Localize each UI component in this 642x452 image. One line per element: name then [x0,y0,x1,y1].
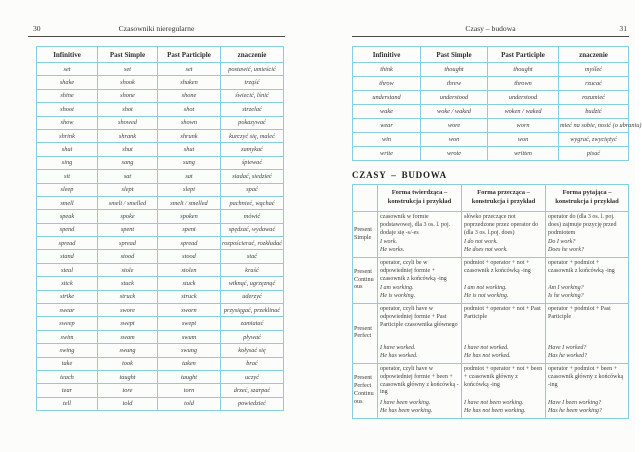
example-sentences [548,345,626,361]
verb-cell: śpiewać [221,156,284,169]
verb-row [37,317,284,330]
verb-cell: stand [37,250,98,263]
verb-row [37,196,284,209]
table-header-row [353,47,629,63]
verb-row [353,133,629,147]
verb-cell: struck [158,290,221,303]
verb-cell: sat [158,170,221,183]
verb-row [353,105,629,119]
tense-name-cell: Present Simple [353,212,378,258]
verb-cell: budzić [559,105,629,119]
verb-cell: written [488,147,559,161]
verb-cell: stuck [98,277,158,290]
verb-cell: thought [488,63,559,77]
verb-cell: kurczyć się, maleć [221,129,284,142]
verb-cell: shot [158,103,221,116]
example-line: I have worked. [380,345,416,352]
verb-cell: shut [98,143,158,156]
negative-form-cell [462,258,546,304]
verb-cell: spoke [98,210,158,223]
page-header-right [352,24,629,37]
verb-cell: spread [37,237,98,250]
interrogative-form-cell [546,212,629,258]
tense-table-body [353,212,629,419]
tense-table-header-row [353,185,629,212]
tense-structure-table [352,184,629,419]
verb-row [37,304,284,317]
example-line: Am I working? [548,285,584,292]
verb-row [37,277,284,290]
verb-cell: stood [158,250,221,263]
page-number: 31 [619,24,627,33]
verb-cell: swung [98,344,158,357]
verb-row [37,63,284,76]
verb-cell: tell [37,397,98,410]
verb-cell: understood [421,91,488,105]
verb-row [37,250,284,263]
verb-cell: swept [158,317,221,330]
column-header-infinitive: Infinitive [353,47,421,63]
verb-row [37,290,284,303]
verb-cell: thought [421,63,488,77]
example-line: Has he been working? [548,408,602,415]
verb-row [37,210,284,223]
verb-cell: rozumieć [559,91,629,105]
tense-name-cell: Present Perfect Continuous [353,363,378,418]
verb-cell: shrank [98,129,158,142]
verb-cell: sang [98,156,158,169]
verbs-table-body [353,63,642,161]
example-sentences [548,285,626,301]
verb-cell: rozpościerać, rozkładać [221,237,284,250]
example-line: I have not been working. [464,400,524,407]
affirmative-form-cell [378,212,462,258]
example-line: Do I work? [548,239,576,246]
verb-row [353,147,629,161]
verb-cell: pokazywać [221,116,284,129]
page-title: Czasy – budowa [465,24,516,33]
verb-cell: smelt / smelled [158,196,221,209]
verb-cell: throw [353,77,421,91]
verb-cell: showed [98,116,158,129]
tense-column-header-empty [353,185,378,212]
page-title: Czasowniki nieregularne [118,24,195,33]
verb-cell: swam [98,330,158,343]
example-line: I am working. [380,285,414,292]
verb-cell: set [37,63,98,76]
verb-cell: spent [158,223,221,236]
construction-text: operator, czyli have w odpowiedniej formie + Past Participle czasownika głównego [380,305,458,328]
verb-cell: wrote [421,147,488,161]
verb-cell: strzelać [221,103,284,116]
page-left [28,24,285,411]
verb-cell: shaken [158,76,221,89]
construction-text: podmiot + operator + not + been + czasownik główny z końcówką -ing [464,365,543,388]
verb-cell: shook [98,76,158,89]
verb-cell: win [353,133,421,147]
verb-cell: strike [37,290,98,303]
verb-cell: taught [98,370,158,383]
verb-cell: brać [221,357,284,370]
column-header-affirmative: Forma twierdząca – konstrukcja i przykład [378,185,462,212]
example-line: He is not working. [464,293,509,300]
column-header-infinitive: Infinitive [37,47,98,63]
verb-cell: took [98,357,158,370]
verb-cell: pisać [559,147,629,161]
verb-cell: stuck [158,277,221,290]
verb-row [37,103,284,116]
negative-form-cell [462,363,546,418]
verb-row [37,263,284,276]
example-sentences [548,400,626,416]
verb-cell: sung [158,156,221,169]
verb-cell: sit [37,170,98,183]
verb-cell: teach [37,370,98,383]
example-line: I am not working. [464,285,507,292]
verb-cell: shot [98,103,158,116]
interrogative-form-cell [546,258,629,304]
affirmative-form-cell [378,303,462,363]
example-sentences [548,239,626,255]
construction-text: słówko przeczące not poprzedzone przez operator do (dla 3 os. l.poj. does) [464,214,539,236]
verb-cell: taught [158,370,221,383]
verb-cell: worn [488,119,559,133]
verb-cell: shut [37,143,98,156]
verb-row [37,384,284,397]
verb-cell: struck [98,290,158,303]
verb-row [37,370,284,383]
verb-cell: shut [158,143,221,156]
example-line: He has been working. [380,408,433,415]
verb-cell: siadać, siedzieć [221,170,284,183]
verb-cell: stood [98,250,158,263]
page-header-left [28,24,285,37]
verb-cell: torn [158,384,221,397]
verb-cell: postawić, umieścić [221,63,284,76]
verb-cell: set [98,63,158,76]
verb-cell: shrink [37,129,98,142]
verb-cell: swept [98,317,158,330]
verb-cell: swim [37,330,98,343]
verb-cell: smell [37,196,98,209]
verb-cell: swing [37,344,98,357]
verb-cell: understood [488,91,559,105]
verb-cell: won [488,133,559,147]
verb-cell: swore [98,304,158,317]
interrogative-form-cell [546,363,629,418]
verb-cell: drzeć, szarpać [221,384,284,397]
tense-name-cell: Present Continuous [353,258,378,304]
example-sentences [380,239,459,255]
construction-text: operator + podmiot + Past Participle [548,305,611,320]
negative-form-cell [462,212,546,258]
verb-cell: sat [98,170,158,183]
example-sentences [464,345,543,361]
verb-row [37,76,284,89]
verb-row [37,397,284,410]
example-line: Have I worked? [548,345,587,352]
verbs-table-body [37,63,284,411]
construction-text: operator, czyli be w odpowiedniej formie + czasownik z końcówką -ing [380,260,447,282]
construction-text: podmiot + operator + not + czasownik z końcówką -ing [464,260,531,274]
verb-cell: sing [37,156,98,169]
tense-row [353,258,629,304]
construction-text: operator, czyli have w odpowiedniej formie + been + czasownik główny z końcówką -ing [380,365,459,396]
verb-cell: przysięgać, przeklinać [221,304,284,317]
verb-cell: stole [98,263,158,276]
example-line: I have been working. [380,400,431,407]
verb-cell: kołysać się [221,344,284,357]
verb-row [353,77,629,91]
tense-row [353,363,629,418]
verb-row [37,156,284,169]
column-header-negative: Forma przecząca – konstrukcja i przykład [462,185,546,212]
table-header-row [37,47,284,63]
verb-cell: swear [37,304,98,317]
column-header-past-participle: Past Participle [158,47,221,63]
verb-cell: powiedzieć [221,397,284,410]
page-right [352,24,642,419]
verb-cell: uderzyć [221,290,284,303]
verb-cell: think [353,63,421,77]
negative-form-cell [462,303,546,363]
verb-cell: wore [421,119,488,133]
verb-cell: tear [37,384,98,397]
example-sentences [464,239,543,255]
verb-cell: slept [98,183,158,196]
verb-cell: zamiatać [221,317,284,330]
tense-row [353,303,629,363]
verb-cell: uczyć [221,370,284,383]
verb-cell: spędzać, wydawać [221,223,284,236]
construction-text: operator + podmiot + been + czasownik główny z końcówką -ing [548,365,624,388]
verb-cell: speak [37,210,98,223]
verb-cell: shown [158,116,221,129]
verb-cell: told [98,397,158,410]
affirmative-form-cell [378,258,462,304]
verb-cell: shone [98,89,158,102]
verb-cell: wear [353,119,421,133]
tense-name-cell: Present Perfect [353,303,378,363]
example-sentences [380,345,459,361]
column-header-past-simple: Past Simple [98,47,158,63]
verb-cell: taken [158,357,221,370]
example-line: He is working. [380,293,416,300]
verb-row [37,116,284,129]
verb-cell: mówić [221,210,284,223]
verb-cell: stick [37,277,98,290]
irregular-verbs-table [36,46,284,411]
example-line: He has not been working. [464,408,526,415]
verb-cell: spread [158,237,221,250]
verb-cell: shrunk [158,129,221,142]
example-line: Does he work? [548,247,584,254]
verb-cell: swung [158,344,221,357]
example-line: Have I been working? [548,400,602,407]
verb-cell: spać [221,183,284,196]
verb-row [37,170,284,183]
verb-cell: spread [98,237,158,250]
verb-row [37,330,284,343]
verb-cell: spoken [158,210,221,223]
verb-cell: take [37,357,98,370]
verb-cell: swum [158,330,221,343]
example-sentences [380,285,459,301]
verb-cell: woken / waked [488,105,559,119]
verb-cell: smelt / smelled [98,196,158,209]
verb-cell: wake [353,105,421,119]
construction-text: operator + podmiot + czasownik z końcówką -ing [548,260,615,274]
verb-cell: slept [158,183,221,196]
verb-cell: shoot [37,103,98,116]
verb-row [353,91,629,105]
verb-row [37,129,284,142]
example-line: He does not work. [464,247,508,254]
page-number: 30 [33,24,41,33]
verb-cell: pachnieć, wąchać [221,196,284,209]
verb-row [37,183,284,196]
verb-cell: steal [37,263,98,276]
verb-cell: kraść [221,263,284,276]
verb-row [37,89,284,102]
verb-cell: shake [37,76,98,89]
verb-cell: zamykać [221,143,284,156]
verb-row [37,344,284,357]
section-title: CZASY – BUDOWA [352,170,447,180]
example-line: Has he worked? [548,353,587,360]
example-line: He works. [380,247,405,254]
example-line: He has worked. [380,353,418,360]
verb-cell: told [158,397,221,410]
verb-cell: stolen [158,263,221,276]
example-line: I work. [380,239,397,246]
verb-cell: shine [37,89,98,102]
verb-cell: rzucać [559,77,629,91]
verb-cell: sleep [37,183,98,196]
verb-cell: threw [421,77,488,91]
verb-cell: woke / waked [421,105,488,119]
example-sentences [464,400,543,416]
verb-row [37,357,284,370]
verb-cell: tore [98,384,158,397]
verb-cell: understand [353,91,421,105]
verb-cell: show [37,116,98,129]
verb-cell: write [353,147,421,161]
verb-cell: sweep [37,317,98,330]
column-header-interrogative: Forma pytająca – konstrukcja i przykład [546,185,629,212]
interrogative-form-cell [546,303,629,363]
verb-row [37,237,284,250]
verb-cell: wygrać, zwyciężyć [559,133,629,147]
example-line: Is he working? [548,293,584,300]
verb-cell: myśleć [559,63,629,77]
example-sentences [464,285,543,301]
verb-row [37,143,284,156]
verb-cell: pływać [221,330,284,343]
verb-cell: wtknąć, ugrzęznąć [221,277,284,290]
verb-row [353,63,629,77]
column-header-past-participle: Past Participle [488,47,559,63]
construction-text: operator do (dla 3 os. l. poj. does) zajmuje pozycję przed podmiotem [548,214,617,236]
construction-text: podmiot + operator + not + Past Participle [464,305,541,320]
verb-cell: spend [37,223,98,236]
verb-cell: spent [98,223,158,236]
example-line: I have not worked. [464,345,509,352]
column-header-meaning: znaczenie [221,47,284,63]
verb-row [37,223,284,236]
verb-cell: stać [221,250,284,263]
verb-cell: świecić, lśnić [221,89,284,102]
verb-cell: trząść [221,76,284,89]
tense-row [353,212,629,258]
verb-cell: won [421,133,488,147]
example-sentences [380,400,459,416]
construction-text: czasownik w formie podstawowej, dla 3 os. l. poj. dodaje się -s/-es [380,214,451,236]
irregular-verbs-table-continued [352,46,642,161]
affirmative-form-cell [378,363,462,418]
verb-cell: sworn [158,304,221,317]
example-line: I do not work. [464,239,498,246]
verb-cell: set [158,63,221,76]
verb-row [353,119,629,133]
verb-cell: mieć na sobie, nosić (o ubraniu) [559,119,629,133]
example-line: He has not worked. [464,353,511,360]
verb-cell: shone [158,89,221,102]
column-header-meaning: znaczenie [559,47,629,63]
column-header-past-simple: Past Simple [421,47,488,63]
verb-cell: thrown [488,77,559,91]
